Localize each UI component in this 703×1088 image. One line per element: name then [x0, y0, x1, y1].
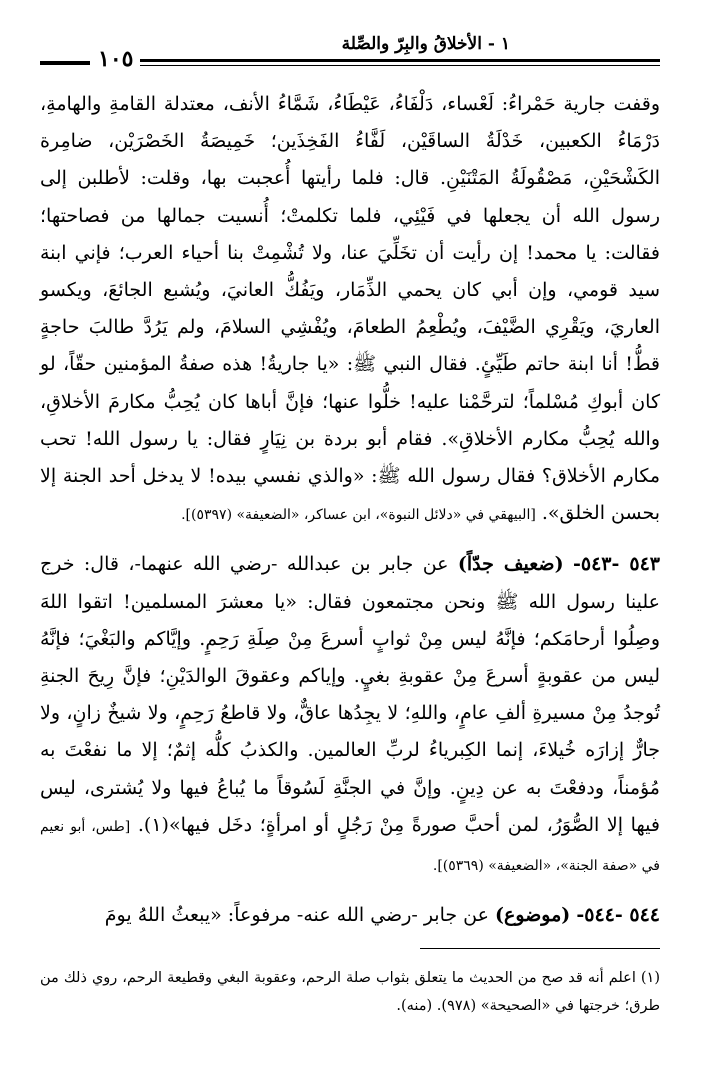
- source-citation: [البيهقي في «دلائل النبوة»، ابن عساكر، «الضعيفة» (٥٣٩٧)].: [181, 507, 536, 524]
- hadith-543: [40, 546, 660, 885]
- hadith-grade: (ضعيف جدّاً): [457, 553, 564, 576]
- hadith-number: ٥٤٣ -٥٤٣-: [572, 553, 660, 576]
- header-rule-short: [40, 61, 90, 65]
- footnotes: [40, 964, 660, 1020]
- hadith-544: [40, 897, 660, 934]
- spacer: [40, 885, 660, 897]
- main-text: [40, 86, 660, 934]
- footnote-separator: [420, 948, 660, 949]
- hadith-text: عن جابر بن عبدالله -رضي الله عنهما-، قال: خرج علينا رسول الله ﷺ ونحن مجتمعون فقال: «يا معشرَ المسلمين! اتقوا اللهَ وصِلُوا أرحامَكم؛ فإنَّهُ ليس مِنْ ثوابٍ أسرعَ مِنْ صِلَةِ رَحِمٍ. وإيَّاكم والبَغْيَ؛ فإنَّهُ ليس من عقوبةٍ أسرعَ مِنْ عقوبةِ بغيٍ. وإياكم وعقوقَ الوالدَيْنِ؛ فإنَّ رِيحَ الجنةِ تُوجدُ مِنْ مسيرةِ ألفِ عامٍ، واللهِ؛ لا يجِدُها عاقٌّ، ولا قاطعُ رَحِمٍ، ولا شيخٌ زانٍ، ولا جارٌّ إزارَه خُيلاءَ، إنما الكِبرياءُ لربِّ العالمين. والكذبُ كلُّه إثمٌ؛ إلا ما نفعْتَ به مُؤمناً، ودفعْتَ به عن دِينٍ. وإنَّ في الجنَّةِ لَسُوقاً ما يُباعُ فيها ولا يُشترى، ليس فيها إلا الصُّوَرُ، لمن أحبَّ صورةً مِنْ رَجُلٍ أو امرأةٍ؛ دخَل فيها»(١).: [40, 553, 660, 836]
- hadith-text: عن جابر -رضي الله عنه- مرفوعاً: «يبعثُ اللهُ يومَ: [104, 904, 489, 927]
- running-title: ١ - الأخلاقُ والبِرّ والصِّلة: [341, 34, 510, 54]
- paragraph-text: وقفت جارية حَمْراءُ: لَعْساء، دَلْفَاءُ، عَيْطَاءُ، شَمَّاءُ الأنف، معتدلة القامةِ والهامةِ، دَرْمَاءُ الكعبين، خَدْلَةُ الساقَيْن، لَفَّاءُ الفَخِذَين؛ خَمِيصَةُ الخَصْرَيْن، ضامِرة الكَشْحَيْنِ، مَصْقُولَةُ المَتْنَيْنِ. قال: فلما رأيتها أُعجبت بها، وقلت: لأطلبن إلى رسول الله أن يجعلها في فَيْئِي، فلما تكلمتْ؛ أُنسيت جمالها من فصاحتها؛ فقالت: يا محمد! إن رأيت أن تخَلِّيَ عنا، ولا تُشْمِتْ بنا أحياء العرب؛ فإني ابنة سيد قومي، وإن أبي كان يحمي الذِّمَار، ويَفُكُّ العانيَ، ويُشبع الجائعَ، ويكسو العاريَ، ويَقْرِي الضَّيْفَ، ويُطْعِمُ الطعامَ، ويُفْشِي السلامَ، ولم يَرُدَّ طالبَ حاجةٍ قطُّ! أنا ابنة حاتم طَيِّئٍ. فقال النبي ﷺ: «يا جاريةُ! هذه صفةُ المؤمنين حقّاً، لو كان أبوكِ مُسْلماً؛ لترحَّمْنا عليه! خلُّوا عنها؛ فإنَّ أباها كان يُحِبُّ مكارمَ الأخلاقِ، والله يُحِبُّ مكارم الأخلاقِ». فقام أبو بردة بن نِيَارٍ فقال: يا رسول الله! تحب مكارم الأخلاق؟ فقال رسول الله ﷺ: «والذي نفسي بيده! لا يدخل أحد الجنة إلا بحسن الخلق».: [40, 93, 660, 525]
- hadith-number: ٥٤٤ -٥٤٤-: [576, 904, 660, 927]
- footnote-1: (١) اعلم أنه قد صح من الحديث ما يتعلق بثواب صلة الرحم، وعقوبة البغي وقطيعة الرحم، روي ذلك من طرق؛ خرجتها في «الصحيحة» (٩٧٨). (منه).: [40, 970, 660, 1014]
- header-rule-thick: [140, 59, 660, 62]
- paragraph-continued: [40, 86, 660, 534]
- hadith-grade: (موضوع): [495, 904, 571, 927]
- page-number: ١٠٥: [98, 46, 134, 72]
- page-header: [40, 30, 660, 76]
- spacer: [40, 534, 660, 546]
- header-rule-thin: [140, 65, 660, 66]
- source-citation: [طس، أبو نعيم في «صفة الجنة»، «الضعيفة» (٥٣٦٩)].: [40, 818, 660, 875]
